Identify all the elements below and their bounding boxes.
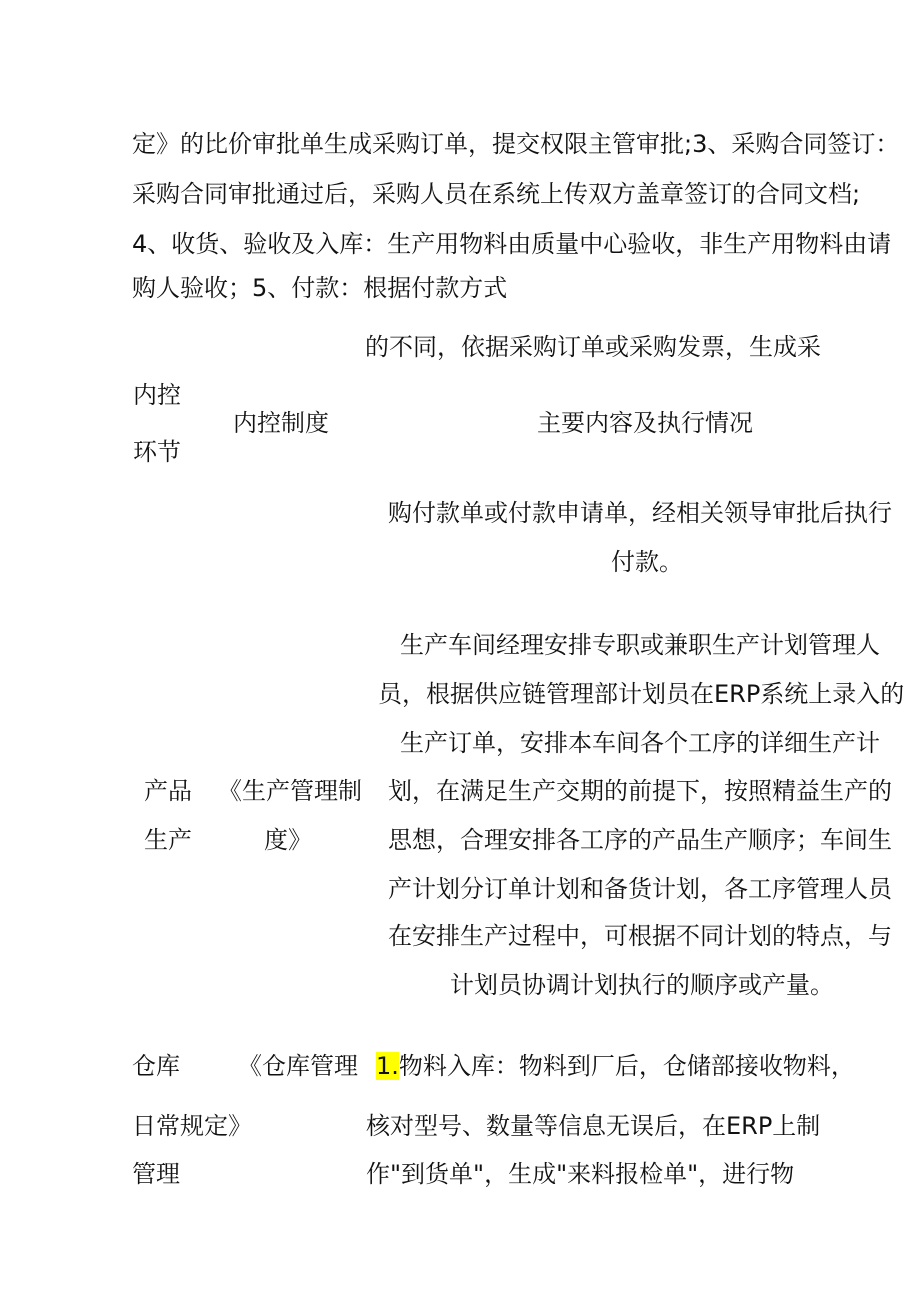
production-content-line-2: 员，根据供应链管理部计划员在ERP系统上录入的 bbox=[378, 680, 905, 708]
warehouse-content-text: 物料入库：物料到厂后，仓储部接收物料， bbox=[398, 1052, 855, 1080]
production-content-line-4: 划，在满足生产交期的前提下，按照精益生产的 bbox=[388, 777, 892, 805]
warehouse-content-line-1 bbox=[376, 1050, 855, 1082]
warehouse-policy-line-2: 规定》 bbox=[180, 1112, 252, 1140]
warehouse-stage-line-3: 管理 bbox=[132, 1160, 180, 1188]
production-content-line-5: 思想，合理安排各工序的产品生产顺序；车间生 bbox=[388, 826, 892, 854]
production-content-line-7: 在安排生产过程中，可根据不同计划的特点，与 bbox=[388, 922, 892, 950]
header-policy: 内控制度 bbox=[233, 409, 329, 437]
intro-line-4: 购人验收；5、付款：根据付款方式 bbox=[132, 274, 508, 302]
production-policy-line-2: 度》 bbox=[264, 826, 312, 854]
intro-continuation: 的不同，依据采购订单或采购发票，生成采 bbox=[365, 333, 821, 361]
production-content-line-3: 生产订单，安排本车间各个工序的详细生产计 bbox=[400, 729, 880, 757]
header-content: 主要内容及执行情况 bbox=[537, 409, 753, 437]
procurement-tail-line-1: 购付款单或付款申请单，经相关领导审批后执行 bbox=[388, 499, 892, 527]
intro-line-3: 4、收货、验收及入库：生产用物料由质量中心验收，非生产用物料由请 bbox=[132, 230, 892, 258]
header-stage-line-1: 内控 bbox=[133, 381, 181, 409]
warehouse-policy-line-1: 《仓库管理 bbox=[238, 1052, 358, 1080]
production-policy-line-1: 《生产管理制 bbox=[218, 777, 362, 805]
production-stage-line-2: 生产 bbox=[144, 826, 192, 854]
warehouse-content-line-2: 核对型号、数量等信息无误后，在ERP上制 bbox=[366, 1112, 821, 1140]
header-stage-line-2: 环节 bbox=[133, 438, 181, 466]
warehouse-item-number: 1. bbox=[376, 1052, 399, 1080]
warehouse-stage-line-1: 仓库 bbox=[132, 1052, 180, 1080]
intro-line-1: 定》的比价审批单生成采购订单，提交权限主管审批;3、采购合同签订： bbox=[132, 130, 900, 158]
production-content-line-6: 产计划分订单计划和备货计划，各工序管理人员 bbox=[388, 875, 892, 903]
intro-line-2: 采购合同审批通过后，采购人员在系统上传双方盖章签订的合同文档; bbox=[132, 180, 861, 208]
warehouse-stage-line-2: 日常 bbox=[132, 1112, 180, 1140]
warehouse-content-line-3: 作"到货单"，生成"来料报检单"，进行物 bbox=[366, 1160, 795, 1188]
production-content-line-8: 计划员协调计划执行的顺序或产量。 bbox=[450, 971, 834, 999]
production-stage-line-1: 产品 bbox=[144, 777, 192, 805]
procurement-tail-line-2: 付款。 bbox=[611, 548, 683, 576]
production-content-line-1: 生产车间经理安排专职或兼职生产计划管理人 bbox=[400, 631, 880, 659]
